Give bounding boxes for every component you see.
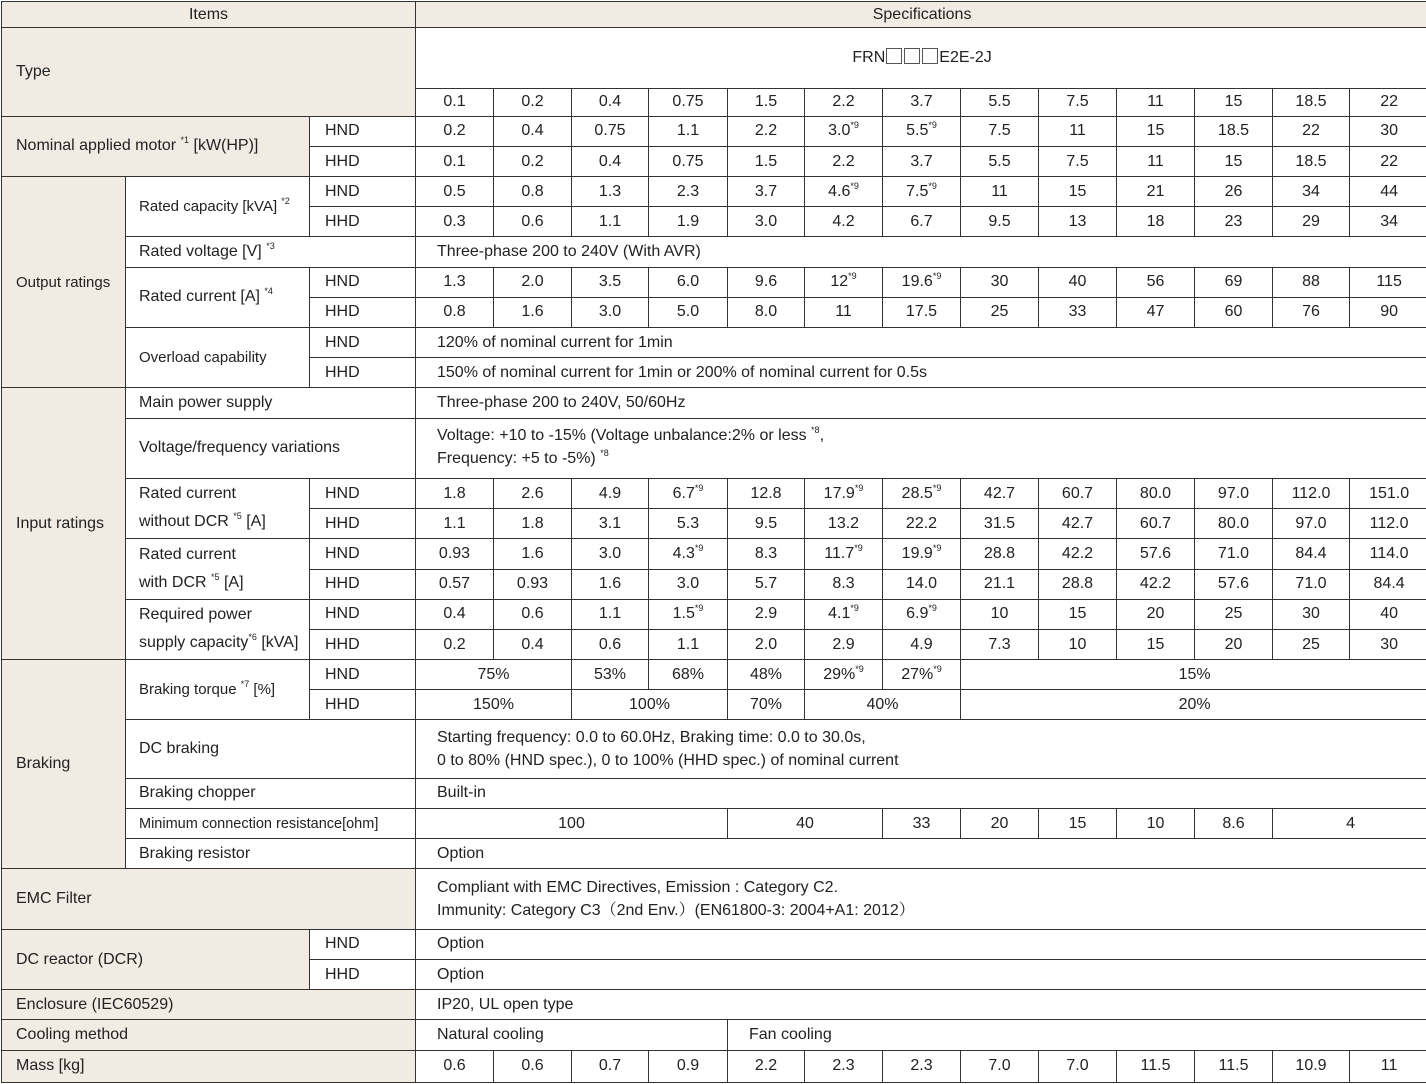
hnd-label: HND — [310, 177, 416, 207]
rated-current-hhd-cell: 76 — [1273, 297, 1350, 327]
hnd-label: HND — [310, 660, 416, 690]
model-code: FRN E2E-2J — [416, 28, 1426, 88]
rated-capacity-hhd-cell: 1.9 — [649, 207, 728, 237]
power-capacity-hnd-cell: 1.5$^{*9}$ — [649, 599, 728, 629]
without-dcr-hnd-cell: 60.7 — [1039, 478, 1117, 508]
motor-hnd-cell: 22 — [1273, 116, 1350, 146]
with-dcr-hnd-cell: 57.6 — [1117, 539, 1195, 569]
rated-capacity-hnd-cell: 4.6$^{*9}$ — [805, 177, 883, 207]
power-capacity-hhd-cell: 30 — [1350, 629, 1426, 659]
overload-hhd-value: 150% of nominal current for 1min or 200% of nominal current for 0.5s — [416, 358, 1426, 388]
rated-current-hhd-cell: 25 — [961, 297, 1039, 327]
hhd-label: HHD — [310, 629, 416, 659]
with-dcr-hhd-cell: 3.0 — [649, 569, 728, 599]
power-capacity-hnd-cell: 40 — [1350, 599, 1426, 629]
motor-hnd-cell: 0.2 — [416, 116, 494, 146]
power-capacity-hhd-cell: 0.4 — [494, 629, 572, 659]
power-capacity-hnd-cell: 6.9$^{*9}$ — [883, 599, 961, 629]
power-capacity-hhd-cell: 2.0 — [728, 629, 805, 659]
power-capacity-hhd-cell: 15 — [1117, 629, 1195, 659]
cooling-label: Cooling method — [2, 1020, 416, 1050]
rated-capacity-hnd-cell: 0.8 — [494, 177, 572, 207]
with-dcr-hnd-cell: 4.3$^{*9}$ — [649, 539, 728, 569]
without-dcr-hnd-cell: 97.0 — [1195, 478, 1273, 508]
rated-voltage-value: Three-phase 200 to 240V (With AVR) — [416, 237, 1426, 267]
motor-hhd-cell: 7.5 — [1039, 146, 1117, 176]
motor-hhd-cell: 1.5 — [728, 146, 805, 176]
items-header: Items — [2, 2, 416, 28]
motor-hnd-cell: 7.5 — [961, 116, 1039, 146]
capacity-cell: 5.5 — [961, 88, 1039, 116]
without-dcr-hnd-cell: 112.0 — [1273, 478, 1350, 508]
mass-cell: 11 — [1350, 1050, 1426, 1082]
mass-cell: 7.0 — [1039, 1050, 1117, 1082]
without-dcr-hnd-cell: 42.7 — [961, 478, 1039, 508]
rated-capacity-hhd-cell: 13 — [1039, 207, 1117, 237]
rated-current-hhd-cell: 11 — [805, 297, 883, 327]
with-dcr-hhd-cell: 21.1 — [961, 569, 1039, 599]
motor-hhd-cell: 2.2 — [805, 146, 883, 176]
braking-torque-hnd-cell: 15% — [961, 660, 1426, 690]
mass-cell: 7.0 — [961, 1050, 1039, 1082]
variations-value: Voltage: +10 to -15% (Voltage unbalance:2% or less $^{*8}$, Frequency: +5 to -5%) $^{*8}$ — [416, 418, 1426, 478]
motor-hnd-cell: 2.2 — [728, 116, 805, 146]
rated-current-hnd-cell: 69 — [1195, 267, 1273, 297]
motor-hnd-cell: 30 — [1350, 116, 1426, 146]
without-dcr-hhd-cell: 3.1 — [572, 509, 649, 539]
without-dcr-hhd-cell: 9.5 — [728, 509, 805, 539]
with-dcr-hhd-cell: 5.7 — [728, 569, 805, 599]
dcr-hhd-value: Option — [416, 960, 1426, 990]
min-resistance-cell: 33 — [883, 809, 961, 839]
rated-capacity-hnd-cell: 2.3 — [649, 177, 728, 207]
motor-hhd-cell: 3.7 — [883, 146, 961, 176]
without-dcr-hhd-cell: 42.7 — [1039, 509, 1117, 539]
capacity-cell: 2.2 — [805, 88, 883, 116]
main-power-label: Main power supply — [126, 388, 416, 418]
power-capacity-hhd-cell: 1.1 — [649, 629, 728, 659]
power-capacity-hnd-cell: 1.1 — [572, 599, 649, 629]
without-dcr-hnd-cell: 17.9$^{*9}$ — [805, 478, 883, 508]
with-dcr-hnd-cell: 71.0 — [1195, 539, 1273, 569]
rated-capacity-hhd-cell: 3.0 — [728, 207, 805, 237]
mass-cell: 2.2 — [728, 1050, 805, 1082]
hnd-label: HND — [310, 539, 416, 569]
rated-capacity-hnd-cell: 44 — [1350, 177, 1426, 207]
min-resistance-cell: 100 — [416, 809, 728, 839]
capacity-cell: 0.75 — [649, 88, 728, 116]
braking-torque-hnd-cell: 29%$^{*9}$ — [805, 660, 883, 690]
braking-torque-hnd-cell: 68% — [649, 660, 728, 690]
cooling-natural: Natural cooling — [416, 1020, 728, 1050]
rated-current-hhd-cell: 8.0 — [728, 297, 805, 327]
hnd-label: HND — [310, 478, 416, 508]
motor-hhd-cell: 0.2 — [494, 146, 572, 176]
capacity-cell: 3.7 — [883, 88, 961, 116]
rated-current-hhd-cell: 3.0 — [572, 297, 649, 327]
rated-capacity-hhd-cell: 34 — [1350, 207, 1426, 237]
with-dcr-hhd-cell: 1.6 — [572, 569, 649, 599]
braking-torque-hnd-cell: 75% — [416, 660, 572, 690]
power-capacity-hnd-cell: 10 — [961, 599, 1039, 629]
variations-label: Voltage/frequency variations — [126, 418, 416, 478]
rated-capacity-hhd-cell: 9.5 — [961, 207, 1039, 237]
hnd-label: HND — [310, 116, 416, 146]
motor-hnd-cell: 0.4 — [494, 116, 572, 146]
with-dcr-hhd-cell: 71.0 — [1273, 569, 1350, 599]
overload-label: Overload capability — [126, 328, 310, 388]
braking-torque-hnd-cell: 48% — [728, 660, 805, 690]
rated-current-hnd-cell: 30 — [961, 267, 1039, 297]
hhd-label: HHD — [310, 207, 416, 237]
without-dcr-hnd-cell: 2.6 — [494, 478, 572, 508]
rated-capacity-hhd-cell: 0.6 — [494, 207, 572, 237]
rated-current-hhd-cell: 1.6 — [494, 297, 572, 327]
rated-current-without-dcr-label: Rated current without DCR $^{*5}$ [A] — [126, 478, 310, 538]
braking-label: Braking — [2, 660, 126, 869]
mass-label: Mass [kg] — [2, 1050, 416, 1082]
with-dcr-hhd-cell: 84.4 — [1350, 569, 1426, 599]
mass-cell: 2.3 — [805, 1050, 883, 1082]
motor-hnd-cell: 0.75 — [572, 116, 649, 146]
with-dcr-hnd-cell: 19.9$^{*9}$ — [883, 539, 961, 569]
power-capacity-hhd-cell: 2.9 — [805, 629, 883, 659]
rated-capacity-hhd-cell: 0.3 — [416, 207, 494, 237]
without-dcr-hhd-cell: 13.2 — [805, 509, 883, 539]
enclosure-value: IP20, UL open type — [416, 990, 1426, 1020]
motor-hnd-cell: 18.5 — [1195, 116, 1273, 146]
power-capacity-hnd-cell: 4.1$^{*9}$ — [805, 599, 883, 629]
motor-hhd-cell: 0.75 — [649, 146, 728, 176]
hhd-label: HHD — [310, 690, 416, 720]
motor-hnd-cell: 1.1 — [649, 116, 728, 146]
motor-hhd-cell: 5.5 — [961, 146, 1039, 176]
rated-current-hnd-cell: 56 — [1117, 267, 1195, 297]
rated-current-hhd-cell: 33 — [1039, 297, 1117, 327]
motor-hhd-cell: 15 — [1195, 146, 1273, 176]
braking-torque-hhd-cell: 40% — [805, 690, 961, 720]
output-ratings-label: Output ratings — [2, 177, 126, 388]
capacity-cell: 22 — [1350, 88, 1426, 116]
capacity-cell: 0.2 — [494, 88, 572, 116]
spec-table — [1, 1, 1426, 1083]
without-dcr-hnd-cell: 80.0 — [1117, 478, 1195, 508]
with-dcr-hnd-cell: 28.8 — [961, 539, 1039, 569]
power-capacity-hhd-cell: 0.2 — [416, 629, 494, 659]
without-dcr-hhd-cell: 112.0 — [1350, 509, 1426, 539]
braking-torque-hhd-cell: 150% — [416, 690, 572, 720]
hnd-label: HND — [310, 328, 416, 358]
braking-torque-hnd-cell: 27%$^{*9}$ — [883, 660, 961, 690]
braking-resistor-label: Braking resistor — [126, 839, 416, 869]
motor-hhd-cell: 22 — [1350, 146, 1426, 176]
hnd-label: HND — [310, 267, 416, 297]
min-resistance-label: Minimum connection resistance[ohm] — [126, 809, 416, 839]
braking-torque-hhd-cell: 100% — [572, 690, 728, 720]
capacity-cell: 15 — [1195, 88, 1273, 116]
rated-capacity-hhd-cell: 4.2 — [805, 207, 883, 237]
dc-reactor-label: DC reactor (DCR) — [2, 929, 310, 989]
with-dcr-hnd-cell: 84.4 — [1273, 539, 1350, 569]
rated-current-hnd-cell: 3.5 — [572, 267, 649, 297]
cooling-fan: Fan cooling — [728, 1020, 1426, 1050]
with-dcr-hnd-cell: 8.3 — [728, 539, 805, 569]
rated-current-hhd-cell: 90 — [1350, 297, 1426, 327]
hnd-label: HND — [310, 599, 416, 629]
without-dcr-hhd-cell: 31.5 — [961, 509, 1039, 539]
power-capacity-hnd-cell: 2.9 — [728, 599, 805, 629]
overload-hnd-value: 120% of nominal current for 1min — [416, 328, 1426, 358]
without-dcr-hnd-cell: 6.7$^{*9}$ — [649, 478, 728, 508]
rated-capacity-hnd-cell: 3.7 — [728, 177, 805, 207]
rated-capacity-label: Rated capacity [kVA] $^{*2}$ — [126, 177, 310, 237]
motor-hhd-cell: 0.1 — [416, 146, 494, 176]
rated-current-hhd-cell: 0.8 — [416, 297, 494, 327]
with-dcr-hhd-cell: 57.6 — [1195, 569, 1273, 599]
capacity-cell: 0.1 — [416, 88, 494, 116]
without-dcr-hnd-cell: 28.5$^{*9}$ — [883, 478, 961, 508]
min-resistance-cell: 40 — [728, 809, 883, 839]
braking-chopper-label: Braking chopper — [126, 778, 416, 808]
mass-cell: 11.5 — [1117, 1050, 1195, 1082]
motor-hnd-cell: 11 — [1039, 116, 1117, 146]
min-resistance-cell: 10 — [1117, 809, 1195, 839]
enclosure-label: Enclosure (IEC60529) — [2, 990, 416, 1020]
dc-braking-label: DC braking — [126, 720, 416, 778]
power-capacity-hhd-cell: 7.3 — [961, 629, 1039, 659]
mass-cell: 0.6 — [494, 1050, 572, 1082]
mass-cell: 0.6 — [416, 1050, 494, 1082]
without-dcr-hhd-cell: 1.1 — [416, 509, 494, 539]
rated-current-hnd-cell: 19.6$^{*9}$ — [883, 267, 961, 297]
hnd-label: HND — [310, 929, 416, 959]
hhd-label: HHD — [310, 569, 416, 599]
hhd-label: HHD — [310, 358, 416, 388]
rated-current-label: Rated current [A] $^{*4}$ — [126, 267, 310, 327]
motor-hnd-cell: 15 — [1117, 116, 1195, 146]
power-capacity-hhd-cell: 10 — [1039, 629, 1117, 659]
without-dcr-hnd-cell: 4.9 — [572, 478, 649, 508]
mass-cell: 11.5 — [1195, 1050, 1273, 1082]
without-dcr-hhd-cell: 97.0 — [1273, 509, 1350, 539]
min-resistance-cell: 8.6 — [1195, 809, 1273, 839]
rated-current-hnd-cell: 1.3 — [416, 267, 494, 297]
hhd-label: HHD — [310, 960, 416, 990]
hhd-label: HHD — [310, 297, 416, 327]
with-dcr-hhd-cell: 0.93 — [494, 569, 572, 599]
with-dcr-hnd-cell: 1.6 — [494, 539, 572, 569]
min-resistance-cell: 4 — [1273, 809, 1426, 839]
with-dcr-hnd-cell: 11.7$^{*9}$ — [805, 539, 883, 569]
specifications-header: Specifications — [416, 2, 1426, 28]
without-dcr-hnd-cell: 151.0 — [1350, 478, 1426, 508]
rated-current-hnd-cell: 12$^{*9}$ — [805, 267, 883, 297]
with-dcr-hhd-cell: 0.57 — [416, 569, 494, 599]
motor-hnd-cell: 3.0$^{*9}$ — [805, 116, 883, 146]
braking-torque-hnd-cell: 53% — [572, 660, 649, 690]
dc-braking-value: Starting frequency: 0.0 to 60.0Hz, Braking time: 0.0 to 30.0s, 0 to 80% (HND spec.), 0 to 100% (HHD spec.) of nominal current — [416, 720, 1426, 778]
with-dcr-hhd-cell: 42.2 — [1117, 569, 1195, 599]
rated-capacity-hnd-cell: 21 — [1117, 177, 1195, 207]
rated-current-hhd-cell: 5.0 — [649, 297, 728, 327]
without-dcr-hnd-cell: 1.8 — [416, 478, 494, 508]
rated-current-hhd-cell: 60 — [1195, 297, 1273, 327]
rated-capacity-hnd-cell: 26 — [1195, 177, 1273, 207]
without-dcr-hhd-cell: 1.8 — [494, 509, 572, 539]
with-dcr-hnd-cell: 42.2 — [1039, 539, 1117, 569]
rated-current-hnd-cell: 6.0 — [649, 267, 728, 297]
with-dcr-hnd-cell: 0.93 — [416, 539, 494, 569]
hhd-label: HHD — [310, 509, 416, 539]
dcr-hnd-value: Option — [416, 929, 1426, 959]
capacity-cell: 18.5 — [1273, 88, 1350, 116]
emc-filter-value: Compliant with EMC Directives, Emission : Category C2. Immunity: Category C3（2nd Env.）(EN61800-3: 2004+A1: 2012） — [416, 869, 1426, 929]
without-dcr-hhd-cell: 80.0 — [1195, 509, 1273, 539]
braking-resistor-value: Option — [416, 839, 1426, 869]
rated-capacity-hhd-cell: 29 — [1273, 207, 1350, 237]
without-dcr-hhd-cell: 5.3 — [649, 509, 728, 539]
rated-capacity-hhd-cell: 1.1 — [572, 207, 649, 237]
capacity-cell: 0.4 — [572, 88, 649, 116]
with-dcr-hnd-cell: 3.0 — [572, 539, 649, 569]
power-capacity-hnd-cell: 15 — [1039, 599, 1117, 629]
rated-capacity-hnd-cell: 1.3 — [572, 177, 649, 207]
emc-filter-label: EMC Filter — [2, 869, 416, 929]
motor-hhd-cell: 11 — [1117, 146, 1195, 176]
mass-cell: 0.7 — [572, 1050, 649, 1082]
type-label: Type — [2, 28, 416, 117]
braking-torque-hhd-cell: 70% — [728, 690, 805, 720]
mass-cell: 10.9 — [1273, 1050, 1350, 1082]
with-dcr-hhd-cell: 14.0 — [883, 569, 961, 599]
braking-chopper-value: Built-in — [416, 778, 1426, 808]
mass-cell: 2.3 — [883, 1050, 961, 1082]
capacity-cell: 11 — [1117, 88, 1195, 116]
motor-hnd-cell: 5.5$^{*9}$ — [883, 116, 961, 146]
without-dcr-hhd-cell: 60.7 — [1117, 509, 1195, 539]
power-capacity-hnd-cell: 25 — [1195, 599, 1273, 629]
min-resistance-cell: 15 — [1039, 809, 1117, 839]
rated-capacity-hhd-cell: 23 — [1195, 207, 1273, 237]
power-capacity-hnd-cell: 20 — [1117, 599, 1195, 629]
motor-hhd-cell: 0.4 — [572, 146, 649, 176]
rated-current-hhd-cell: 47 — [1117, 297, 1195, 327]
power-capacity-hhd-cell: 4.9 — [883, 629, 961, 659]
power-capacity-hhd-cell: 0.6 — [572, 629, 649, 659]
model-placeholder-boxes — [885, 48, 939, 67]
rated-capacity-hnd-cell: 15 — [1039, 177, 1117, 207]
power-capacity-hhd-cell: 25 — [1273, 629, 1350, 659]
rated-capacity-hhd-cell: 6.7 — [883, 207, 961, 237]
power-capacity-hnd-cell: 30 — [1273, 599, 1350, 629]
rated-capacity-hhd-cell: 18 — [1117, 207, 1195, 237]
rated-current-with-dcr-label: Rated current with DCR $^{*5}$ [A] — [126, 539, 310, 599]
capacity-cell: 7.5 — [1039, 88, 1117, 116]
rated-current-hnd-cell: 88 — [1273, 267, 1350, 297]
power-capacity-hhd-cell: 20 — [1195, 629, 1273, 659]
rated-capacity-hnd-cell: 11 — [961, 177, 1039, 207]
rated-current-hnd-cell: 9.6 — [728, 267, 805, 297]
rated-current-hnd-cell: 115 — [1350, 267, 1426, 297]
rated-current-hnd-cell: 2.0 — [494, 267, 572, 297]
without-dcr-hnd-cell: 12.8 — [728, 478, 805, 508]
capacity-cell: 1.5 — [728, 88, 805, 116]
nominal-motor-label: Nominal applied motor $^{*1}$ [kW(HP)] — [2, 116, 310, 176]
with-dcr-hnd-cell: 114.0 — [1350, 539, 1426, 569]
rated-voltage-label: Rated voltage [V] $^{*3}$ — [126, 237, 416, 267]
with-dcr-hhd-cell: 8.3 — [805, 569, 883, 599]
power-capacity-hnd-cell: 0.6 — [494, 599, 572, 629]
braking-torque-hhd-cell: 20% — [961, 690, 1426, 720]
rated-current-hhd-cell: 17.5 — [883, 297, 961, 327]
main-power-value: Three-phase 200 to 240V, 50/60Hz — [416, 388, 1426, 418]
min-resistance-cell: 20 — [961, 809, 1039, 839]
without-dcr-hhd-cell: 22.2 — [883, 509, 961, 539]
braking-torque-label: Braking torque $^{*7}$ [%] — [126, 660, 310, 720]
rated-capacity-hnd-cell: 34 — [1273, 177, 1350, 207]
mass-cell: 0.9 — [649, 1050, 728, 1082]
rated-capacity-hnd-cell: 0.5 — [416, 177, 494, 207]
with-dcr-hhd-cell: 28.8 — [1039, 569, 1117, 599]
rated-current-hnd-cell: 40 — [1039, 267, 1117, 297]
motor-hhd-cell: 18.5 — [1273, 146, 1350, 176]
rated-capacity-hnd-cell: 7.5$^{*9}$ — [883, 177, 961, 207]
input-ratings-label: Input ratings — [2, 388, 126, 660]
power-capacity-label: Required power supply capacity$^{*6}$ [kVA] — [126, 599, 310, 659]
power-capacity-hnd-cell: 0.4 — [416, 599, 494, 629]
hhd-label: HHD — [310, 146, 416, 176]
